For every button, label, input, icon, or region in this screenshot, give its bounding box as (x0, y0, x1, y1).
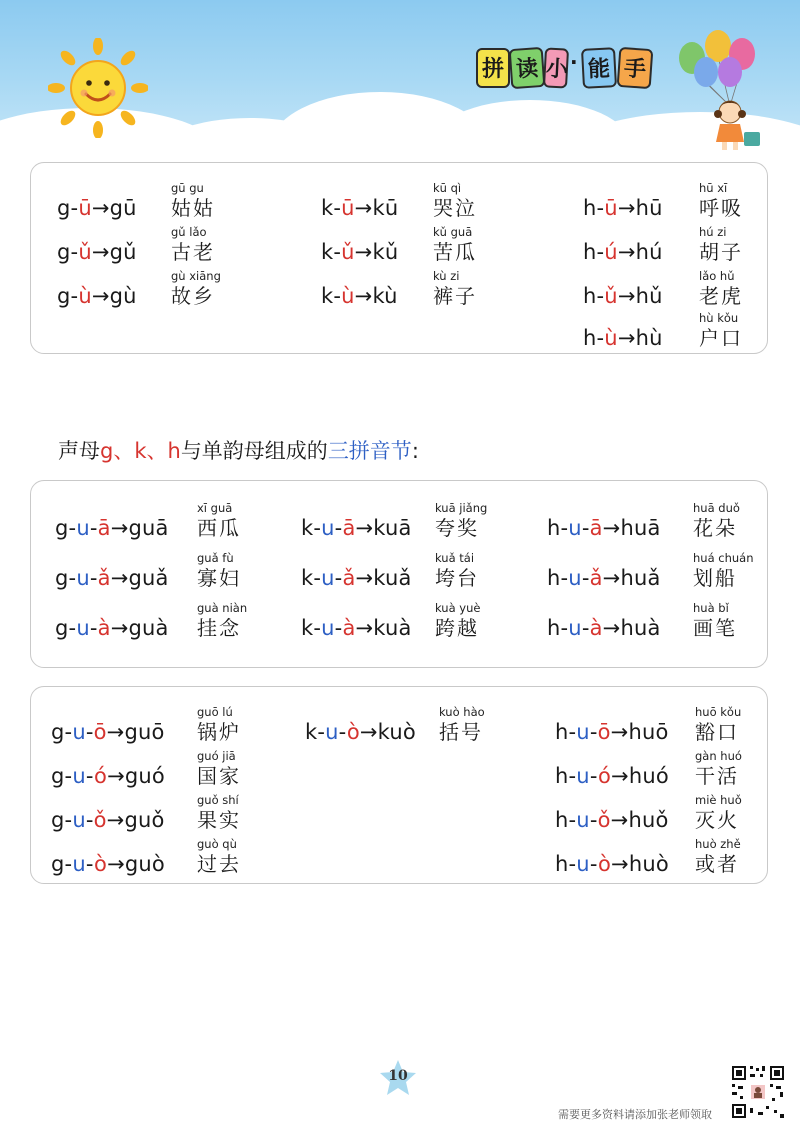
pinyin-annotation: kù zi (433, 269, 460, 283)
word-box (439, 705, 485, 745)
title-char: 拼 (476, 48, 510, 88)
pinyin-annotation: guǎ fù (197, 551, 234, 565)
spelling-formula: g-ǔ→gǔ (57, 240, 137, 264)
syllable-entry (305, 701, 535, 745)
syllable-entry (321, 177, 521, 221)
syllable-entry (321, 265, 521, 309)
syllable-entry (57, 265, 257, 309)
syllable-entry (583, 177, 763, 221)
spelling-formula: g-u-ǎ→guǎ (55, 566, 169, 590)
section-heading: 声母g、k、h与单韵母组成的三拼音节: (58, 439, 419, 463)
spelling-formula: k-u-ā→kuā (301, 516, 412, 540)
syllable-entry (55, 497, 295, 541)
word-box (695, 749, 742, 789)
footer-note: 需要更多资料请添加张老师领取 (558, 1108, 712, 1121)
title-char: 手 (617, 47, 654, 89)
syllable-entry (583, 221, 763, 265)
syllable-entry (51, 833, 291, 877)
word-box (699, 269, 743, 309)
pinyin-annotation: hū xī (699, 181, 728, 195)
spelling-formula: g-u-ō→guō (51, 720, 165, 744)
pinyin-annotation: guō lú (197, 705, 233, 719)
triple-syllable-panel-a (30, 480, 768, 668)
chinese-word: 画笔 (693, 616, 737, 640)
chinese-word: 呼吸 (699, 196, 743, 220)
chinese-word: 胡子 (699, 240, 743, 264)
page-header (0, 0, 800, 160)
syllable-entry (555, 701, 763, 745)
pinyin-annotation: huō kǒu (695, 705, 742, 719)
sun-illustration (48, 38, 148, 138)
chinese-word: 括号 (439, 720, 483, 744)
word-box (433, 269, 477, 309)
chinese-word: 裤子 (433, 284, 477, 308)
chinese-word: 锅炉 (197, 720, 241, 744)
page-number-star (378, 1058, 418, 1098)
chinese-word: 过去 (197, 852, 241, 876)
title-char: 读 (509, 47, 546, 89)
word-box (433, 181, 477, 221)
word-box (695, 705, 741, 745)
chinese-word: 挂念 (197, 616, 241, 640)
syllable-entry (57, 177, 257, 221)
pinyin-annotation: kū qì (433, 181, 462, 195)
word-box (699, 225, 743, 265)
word-box (197, 551, 241, 591)
spelling-formula: k-ǔ→kǔ (321, 240, 399, 264)
pinyin-annotation: kuǎ tái (435, 551, 475, 565)
spelling-formula: k-u-à→kuà (301, 616, 412, 640)
word-box (435, 501, 487, 541)
pinyin-annotation: huā duǒ (693, 501, 740, 515)
word-box (699, 311, 743, 351)
word-box (171, 225, 215, 265)
title-char: 能 (581, 47, 617, 89)
chinese-word: 或者 (695, 852, 739, 876)
pinyin-annotation: gàn huó (695, 749, 742, 763)
syllable-entry (555, 833, 763, 877)
spelling-formula: k-ū→kū (321, 196, 399, 220)
spelling-formula: h-u-ǒ→huǒ (555, 808, 669, 832)
syllable-entry (301, 497, 531, 541)
word-box (197, 601, 247, 641)
chinese-word: 干活 (695, 764, 739, 788)
pinyin-annotation: gǔ lǎo (171, 225, 207, 239)
pinyin-annotation: guà niàn (197, 601, 248, 615)
spelling-formula: k-ù→kù (321, 284, 398, 308)
chinese-word: 豁口 (695, 720, 739, 744)
chinese-word: 垮台 (435, 566, 479, 590)
pinyin-annotation: hù kǒu (699, 311, 739, 325)
chinese-word: 划船 (693, 566, 737, 590)
spelling-formula: h-u-ó→huó (555, 764, 669, 788)
syllable-entry (51, 789, 291, 833)
word-box (171, 269, 221, 309)
word-box (693, 551, 754, 591)
spelling-formula: h-u-ò→huò (555, 852, 669, 876)
syllable-entry (583, 307, 763, 351)
syllable-entry (301, 547, 531, 591)
chinese-word: 西瓜 (197, 516, 241, 540)
syllable-entry (55, 547, 295, 591)
chinese-word: 古老 (171, 240, 215, 264)
chinese-word: 灭火 (695, 808, 739, 832)
syllable-entry (51, 745, 291, 789)
triple-syllable-panel-b (30, 686, 768, 884)
pinyin-annotation: xī guā (197, 501, 233, 515)
syllable-entry (55, 597, 295, 641)
spelling-formula: g-ù→gù (57, 284, 137, 308)
spelling-formula: g-u-ò→guò (51, 852, 165, 876)
chinese-word: 国家 (197, 764, 241, 788)
spelling-formula: g-u-ó→guó (51, 764, 165, 788)
chinese-word: 果实 (197, 808, 241, 832)
word-box (197, 793, 241, 833)
spelling-formula: g-u-ǒ→guǒ (51, 808, 165, 832)
pinyin-annotation: guǒ shí (197, 793, 239, 807)
chinese-word: 寡妇 (197, 566, 241, 590)
pinyin-annotation: kuā jiǎng (435, 501, 488, 515)
page-number: 10 (388, 1068, 408, 1084)
spelling-formula: h-ù→hù (583, 326, 663, 350)
spelling-formula: g-ū→gū (57, 196, 137, 220)
word-box (695, 837, 741, 877)
single-final-panel (30, 162, 768, 354)
title-char: 小 (543, 47, 569, 88)
pinyin-annotation: gū gu (171, 181, 204, 195)
spelling-formula: h-u-ǎ→huǎ (547, 566, 661, 590)
syllable-entry (555, 789, 763, 833)
chinese-word: 花朵 (693, 516, 737, 540)
pinyin-annotation: kuà yuè (435, 601, 481, 615)
spelling-formula: k-u-ǎ→kuǎ (301, 566, 412, 590)
title-banner (476, 48, 654, 92)
spelling-formula: h-u-ō→huō (555, 720, 669, 744)
syllable-entry (321, 221, 521, 265)
syllable-entry (547, 597, 763, 641)
word-box (693, 501, 740, 541)
qr-code-icon (730, 1064, 786, 1120)
word-box (197, 705, 241, 745)
spelling-formula: h-ú→hú (583, 240, 663, 264)
word-box (171, 181, 215, 221)
spelling-formula: h-u-à→huà (547, 616, 661, 640)
word-box (435, 601, 480, 641)
pinyin-annotation: guò qù (197, 837, 237, 851)
spelling-formula: g-u-à→guà (55, 616, 169, 640)
word-box (693, 601, 737, 641)
chinese-word: 苦瓜 (433, 240, 477, 264)
syllable-entry (583, 265, 763, 309)
pinyin-annotation: miè huǒ (695, 793, 742, 807)
chinese-word: 户口 (699, 326, 743, 350)
chinese-word: 跨越 (435, 616, 479, 640)
pinyin-annotation: huò zhě (695, 837, 741, 851)
word-box (197, 501, 241, 541)
word-box (699, 181, 743, 221)
pinyin-annotation: guó jiā (197, 749, 236, 763)
syllable-entry (301, 597, 531, 641)
chinese-word: 老虎 (699, 284, 743, 308)
word-box (433, 225, 477, 265)
chinese-word: 故乡 (171, 284, 215, 308)
balloon-girl-illustration (670, 28, 780, 153)
chinese-word: 哭泣 (433, 196, 477, 220)
spelling-formula: h-ū→hū (583, 196, 663, 220)
syllable-entry (547, 547, 763, 591)
chinese-word: 夸奖 (435, 516, 479, 540)
word-box (695, 793, 742, 833)
spelling-formula: h-u-ā→huā (547, 516, 661, 540)
syllable-entry (547, 497, 763, 541)
spelling-formula: h-ǔ→hǔ (583, 284, 663, 308)
title-dot: · (570, 50, 578, 74)
word-box (197, 749, 241, 789)
pinyin-annotation: gù xiāng (171, 269, 221, 283)
pinyin-annotation: kǔ guā (433, 225, 473, 239)
syllable-entry (51, 701, 291, 745)
spelling-formula: k-u-ò→kuò (305, 720, 416, 744)
chinese-word: 姑姑 (171, 196, 215, 220)
pinyin-annotation: kuò hào (439, 705, 485, 719)
spelling-formula: g-u-ā→guā (55, 516, 169, 540)
syllable-entry (555, 745, 763, 789)
pinyin-annotation: huà bǐ (693, 601, 729, 615)
pinyin-annotation: hú zi (699, 225, 727, 239)
word-box (197, 837, 241, 877)
pinyin-annotation: lǎo hǔ (699, 269, 735, 283)
word-box (435, 551, 479, 591)
pinyin-annotation: huá chuán (693, 551, 754, 565)
syllable-entry (57, 221, 257, 265)
